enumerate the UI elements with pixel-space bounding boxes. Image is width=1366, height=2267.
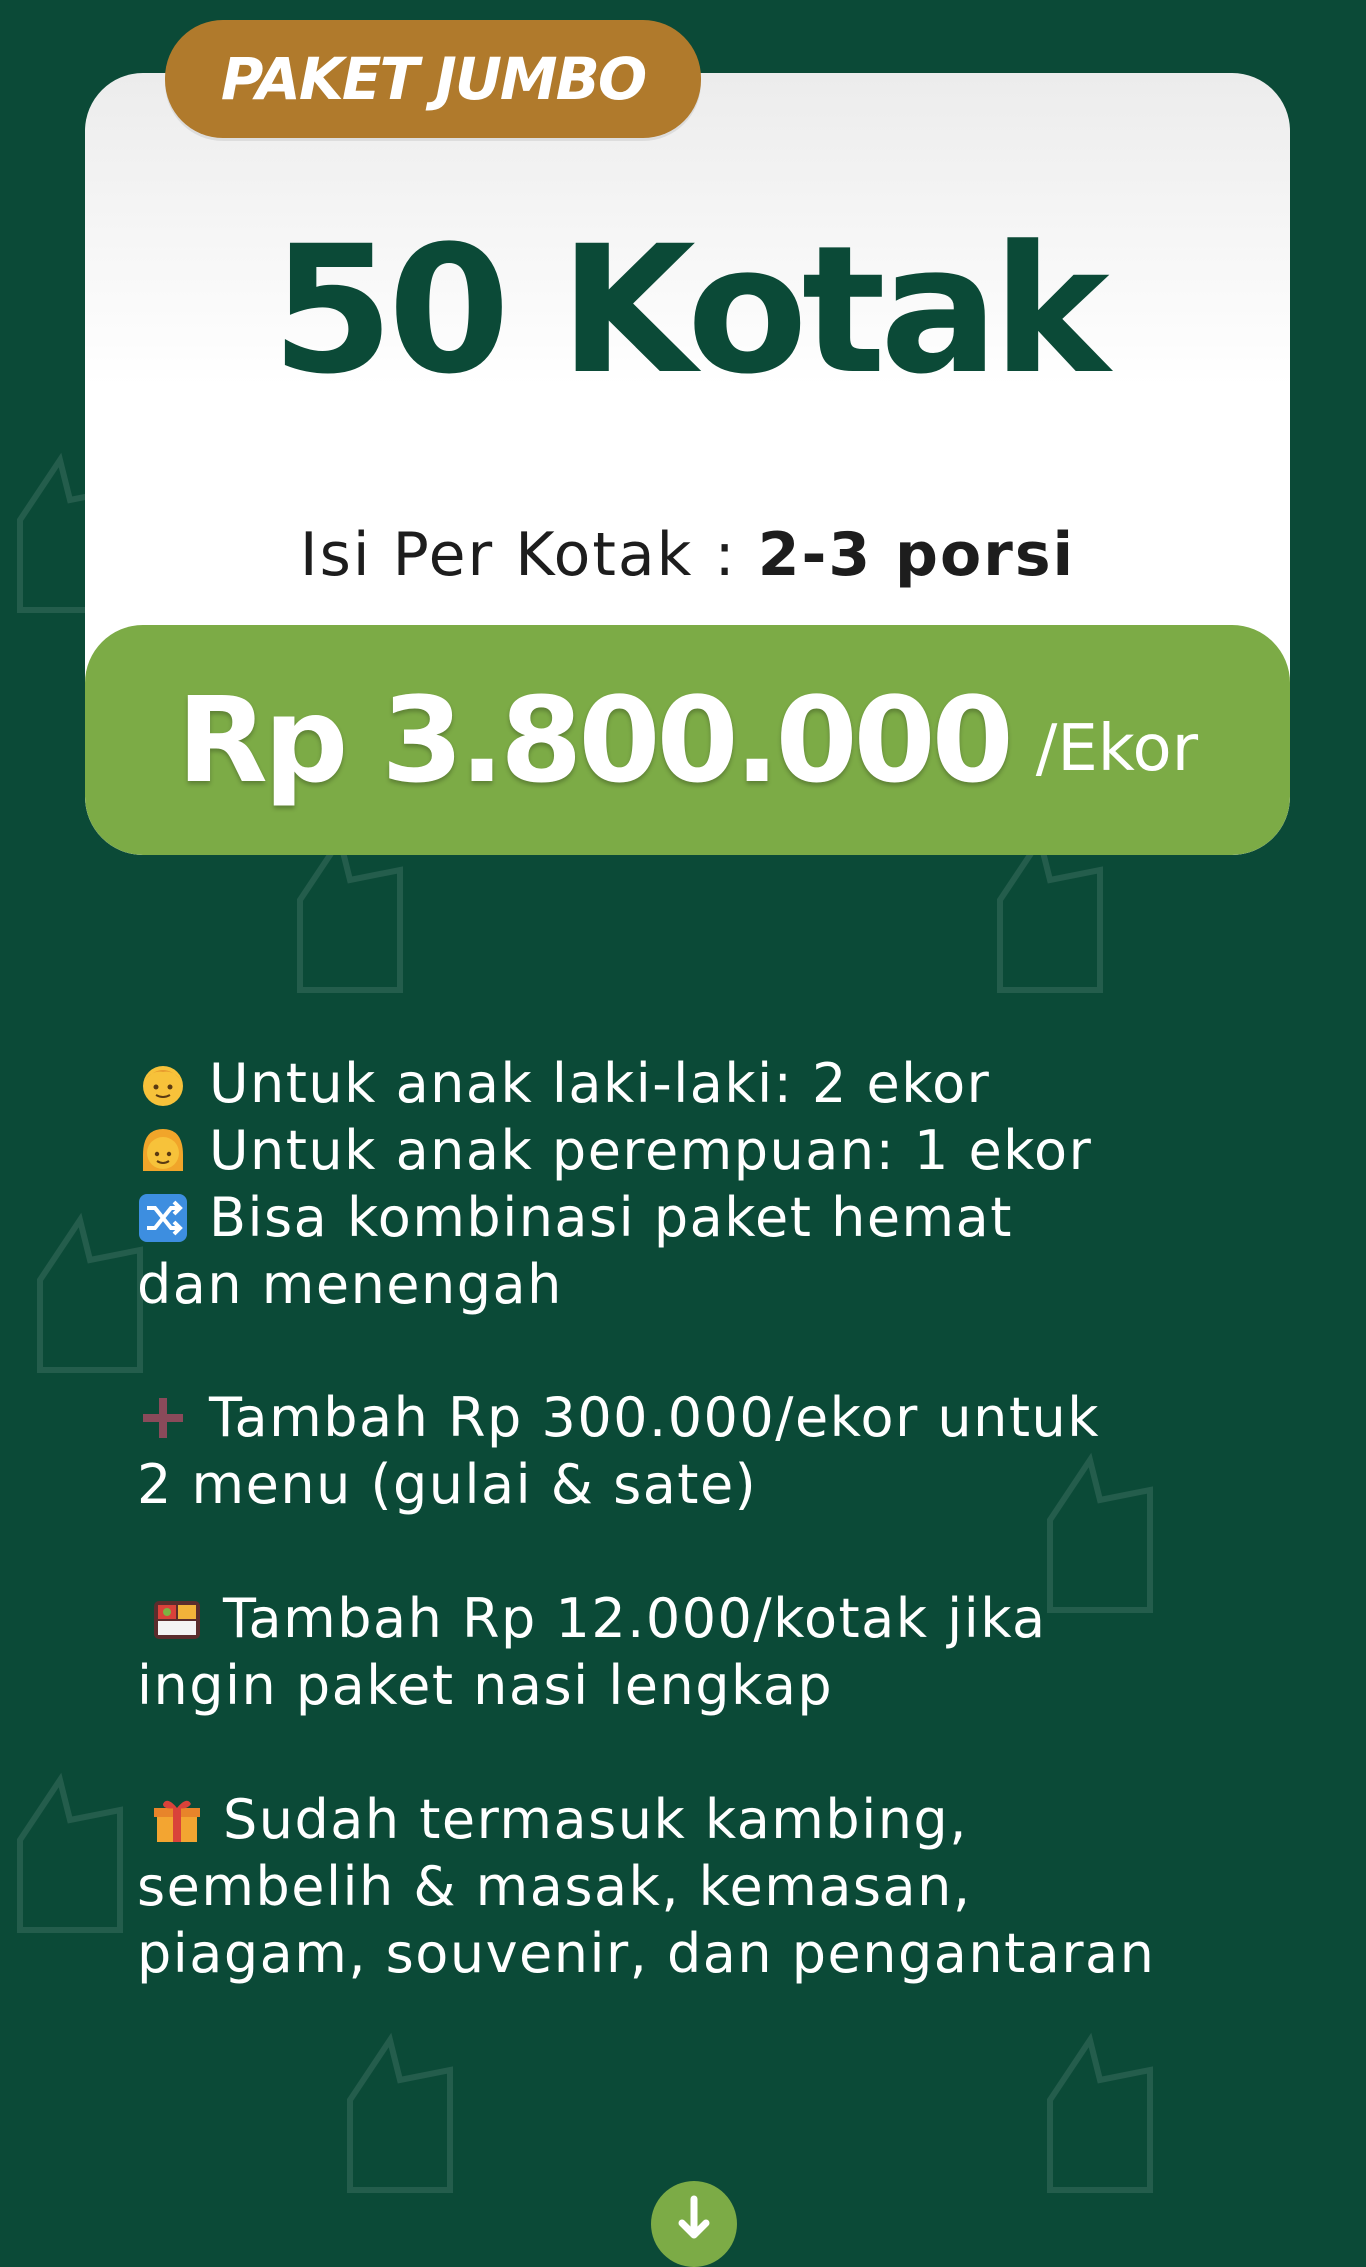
feature-group-included (137, 1786, 1287, 1987)
list-item (137, 1184, 1287, 1251)
feature-text: 2 menu (gulai & sate) (137, 1453, 758, 1516)
girl-face-icon (137, 1125, 189, 1177)
bento-box-icon (151, 1593, 203, 1645)
arrow-down-icon (674, 2195, 714, 2245)
portion-label: Isi Per Kotak : (299, 520, 758, 590)
boy-face-icon (137, 1058, 189, 1110)
package-badge-label: PAKET JUMBO (220, 45, 646, 113)
list-item (137, 1451, 1287, 1518)
portion-subtitle (85, 520, 1290, 590)
feature-text: Bisa kombinasi paket hemat (209, 1186, 1013, 1249)
feature-text: Tambah Rp 12.000/kotak jika (223, 1587, 1047, 1650)
feature-text: Untuk anak perempuan: 1 ekor (209, 1119, 1093, 1182)
feature-text: piagam, souvenir, dan pengantaran (137, 1922, 1156, 1985)
feature-text: Untuk anak laki-laki: 2 ekor (209, 1052, 991, 1115)
portion-value: 2-3 porsi (757, 520, 1076, 590)
feature-group-extra-menu (137, 1384, 1287, 1518)
price-bar (85, 625, 1290, 855)
list-item (137, 1384, 1287, 1451)
list-item (137, 1920, 1287, 1987)
list-item (137, 1585, 1287, 1652)
feature-text: Tambah Rp 300.000/ekor untuk (209, 1386, 1101, 1449)
list-item (137, 1853, 1287, 1920)
list-item (137, 1050, 1287, 1117)
list-item (137, 1652, 1287, 1719)
feature-list (137, 1050, 1287, 1987)
feature-text: sembelih & masak, kemasan, (137, 1855, 972, 1918)
box-count-title: 50 Kotak (271, 208, 1104, 413)
feature-text: ingin paket nasi lengkap (137, 1654, 834, 1717)
feature-text: dan menengah (137, 1253, 563, 1316)
list-item (137, 1786, 1287, 1853)
scroll-down-button[interactable] (651, 2181, 737, 2267)
feature-group-quota (137, 1050, 1287, 1318)
list-item (137, 1117, 1287, 1184)
feature-group-rice-package (137, 1585, 1287, 1719)
gift-icon (151, 1794, 203, 1846)
price-unit: /Ekor (1035, 712, 1199, 786)
feature-text: Sudah termasuk kambing, (223, 1788, 968, 1851)
shuffle-icon (137, 1192, 189, 1244)
price-amount: Rp 3.800.000 (176, 671, 1010, 809)
plus-icon (137, 1392, 189, 1444)
list-item (137, 1251, 1287, 1318)
package-card (85, 73, 1290, 855)
package-badge (165, 20, 701, 138)
